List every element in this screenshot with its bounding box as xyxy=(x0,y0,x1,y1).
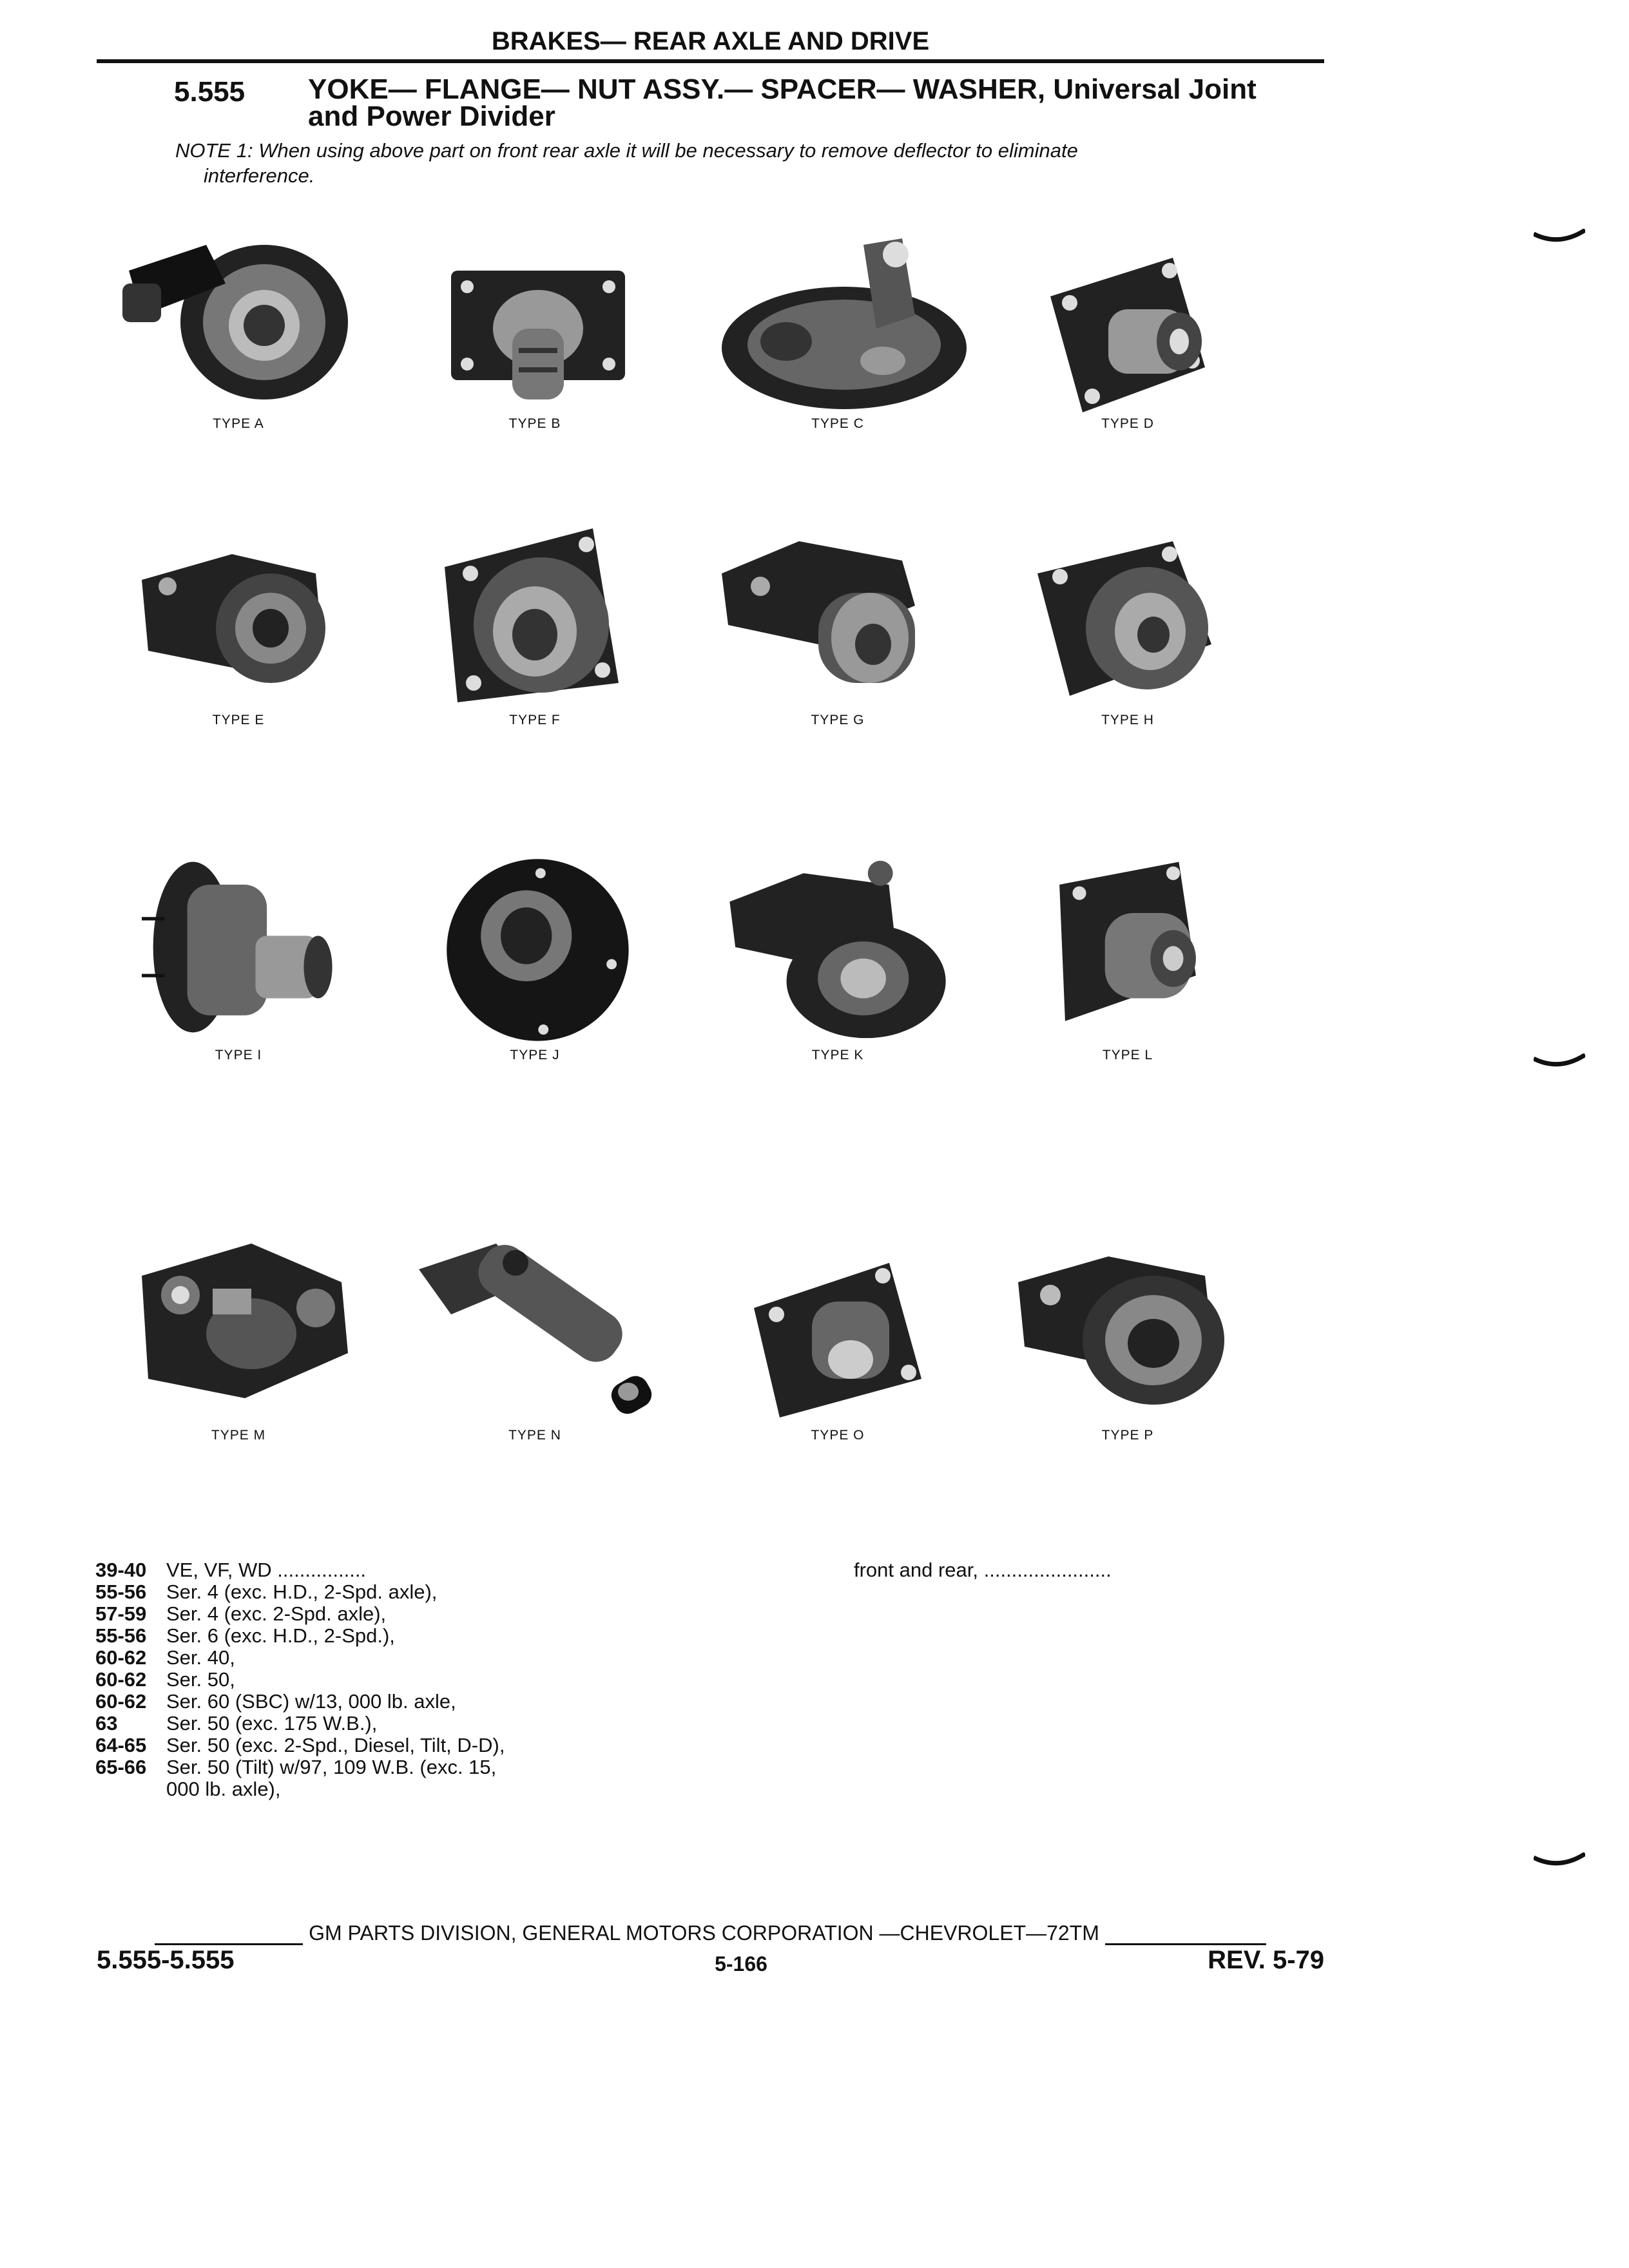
yoke-flange-icon xyxy=(103,219,374,412)
application-years: 60-62 xyxy=(95,1668,147,1691)
part-type-h xyxy=(992,515,1263,747)
application-list xyxy=(95,1559,675,1800)
type-label: TYPE N xyxy=(508,1428,561,1443)
part-type-b xyxy=(400,219,670,451)
application-row xyxy=(95,1581,675,1603)
footer-corporation-line xyxy=(97,1921,1324,1945)
part-title: YOKE— FLANGE— NUT ASSY.— SPACER— WASHER, Universal Joint and Power Divider xyxy=(308,73,1257,132)
yoke-icon xyxy=(702,515,973,709)
application-row xyxy=(95,1559,675,1581)
round-flange-yoke-icon xyxy=(702,219,973,412)
part-type-l xyxy=(992,850,1263,1082)
application-years: 57-59 xyxy=(95,1602,147,1625)
part-type-e xyxy=(103,515,374,747)
section-header: BRAKES— REAR AXLE AND DRIVE xyxy=(97,23,1324,63)
type-label: TYPE H xyxy=(1101,713,1154,727)
part-number: 5.555 xyxy=(174,76,246,108)
application-years: 39-40 xyxy=(95,1559,147,1581)
application-description: Ser. 50 (exc. 175 W.B.), xyxy=(166,1712,378,1735)
type-label: TYPE M xyxy=(211,1428,266,1443)
note-line-1: NOTE 1: When using above part on front rear axle it will be necessary to remove deflector to eliminate xyxy=(175,139,1078,162)
type-label: TYPE J xyxy=(510,1048,560,1062)
application-description: Ser. 6 (exc. H.D., 2-Spd.), xyxy=(166,1624,395,1647)
type-label: TYPE F xyxy=(509,713,561,727)
part-type-m xyxy=(103,1231,374,1463)
margin-mark-icon xyxy=(1534,1852,1585,1872)
note xyxy=(175,138,1316,188)
type-label: TYPE A xyxy=(213,416,264,431)
square-flange-icon xyxy=(992,219,1263,412)
square-flange-icon xyxy=(992,515,1263,709)
square-flange-icon xyxy=(702,1231,973,1424)
footer-corporation: GM PARTS DIVISION, GENERAL MOTORS CORPORATION —CHEVROLET—72TM xyxy=(309,1921,1099,1945)
application-description: Ser. 50, xyxy=(166,1668,235,1691)
part-type-n xyxy=(400,1231,670,1463)
margin-mark-icon xyxy=(1534,1053,1585,1073)
footer-rule-left xyxy=(155,1943,303,1945)
application-years: 64-65 xyxy=(95,1734,147,1756)
type-label: TYPE D xyxy=(1101,416,1154,431)
right-column-text: front and rear, ....................... xyxy=(854,1559,1112,1581)
note-line-2: interference. xyxy=(204,164,315,187)
type-label: TYPE L xyxy=(1102,1048,1153,1062)
application-description: Ser. 40, xyxy=(166,1646,235,1669)
application-row xyxy=(95,1735,546,1756)
part-type-f xyxy=(400,515,670,747)
application-row xyxy=(95,1669,675,1691)
type-label: TYPE P xyxy=(1101,1428,1154,1443)
type-label: TYPE O xyxy=(811,1428,865,1443)
footer-range: 5.555-5.555 xyxy=(97,1946,235,1974)
application-row xyxy=(95,1647,675,1669)
splined-flange-icon xyxy=(400,515,670,709)
application-description: Ser. 4 (exc. H.D., 2-Spd. axle), xyxy=(166,1581,438,1603)
application-description: Ser. 50 (exc. 2-Spd., Diesel, Tilt, D-D), xyxy=(166,1734,505,1756)
application-years: 55-56 xyxy=(95,1581,147,1603)
part-type-c xyxy=(702,219,973,451)
application-years: 63 xyxy=(95,1712,118,1735)
type-label: TYPE E xyxy=(212,713,265,727)
part-type-k xyxy=(702,850,973,1082)
yoke-flange-icon xyxy=(103,515,374,709)
yoke-flange-icon xyxy=(702,850,973,1044)
application-description: VE, VF, WD ................ xyxy=(166,1559,367,1581)
application-years: 60-62 xyxy=(95,1646,147,1669)
application-years: 65-66 xyxy=(95,1756,147,1778)
application-years: 55-56 xyxy=(95,1624,147,1647)
application-row xyxy=(95,1713,675,1735)
yoke-icon xyxy=(103,1231,374,1424)
type-label: TYPE I xyxy=(215,1048,262,1062)
part-type-g xyxy=(702,515,973,747)
application-row xyxy=(95,1603,675,1625)
round-flange-icon xyxy=(400,850,670,1044)
application-description: Ser. 4 (exc. 2-Spd. axle), xyxy=(166,1602,387,1625)
type-label: TYPE B xyxy=(508,416,561,431)
application-row xyxy=(95,1756,534,1800)
application-description: Ser. 60 (SBC) w/13, 000 lb. axle, xyxy=(166,1690,456,1713)
power-divider-flange-icon xyxy=(103,850,374,1044)
part-type-j xyxy=(400,850,670,1082)
part-type-d xyxy=(992,219,1263,451)
part-type-i xyxy=(103,850,374,1082)
splined-flange-icon xyxy=(400,219,670,412)
part-type-o xyxy=(702,1231,973,1463)
square-flange-icon xyxy=(992,850,1263,1044)
footer-revision: REV. 5-79 xyxy=(1208,1946,1324,1974)
margin-mark-icon xyxy=(1534,229,1585,248)
application-description: Ser. 50 (Tilt) w/97, 109 W.B. (exc. 15, 000 lb. axle), xyxy=(166,1756,497,1800)
slip-yoke-with-nut-icon xyxy=(400,1231,670,1424)
application-years: 60-62 xyxy=(95,1690,147,1713)
type-label: TYPE K xyxy=(811,1048,864,1062)
footer-page-number: 5-166 xyxy=(715,1952,767,1975)
part-type-p xyxy=(992,1231,1263,1463)
application-row xyxy=(95,1625,675,1647)
type-label: TYPE C xyxy=(811,416,864,431)
application-row xyxy=(95,1691,540,1713)
yoke-flange-icon xyxy=(992,1231,1263,1424)
part-type-a xyxy=(103,219,374,451)
footer-rule-right xyxy=(1105,1943,1266,1945)
type-label: TYPE G xyxy=(811,713,865,727)
